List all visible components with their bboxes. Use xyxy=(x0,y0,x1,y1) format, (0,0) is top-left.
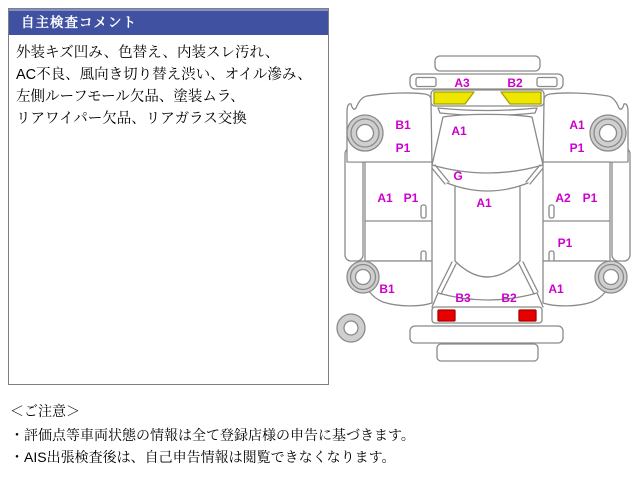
rocker-panel-right xyxy=(612,148,630,261)
vehicle-damage-diagram xyxy=(335,55,635,365)
damage-label-rf-fender-1: A1 xyxy=(569,118,585,132)
front-corner-lamp-right xyxy=(537,78,557,87)
notice-item: ・評価点等車両状態の情報は全て登録店様の申告に基づきます。 xyxy=(10,427,415,443)
damage-label-grille-right: B2 xyxy=(507,76,523,90)
comment-line: AC不良、風向き切り替え渋い、オイル滲み、 xyxy=(16,67,312,83)
self-inspection-comment-panel xyxy=(8,8,329,385)
damage-label-lr-quarter: B1 xyxy=(379,282,395,296)
damage-label-lf-fender-1: B1 xyxy=(395,118,411,132)
taillight-highlight-left xyxy=(438,310,455,321)
c-pillars xyxy=(437,262,538,294)
comment-line: 左側ルーフモール欠品、塗装ムラ、 xyxy=(16,89,245,105)
rear-window-arc xyxy=(455,261,520,277)
rear-bumper xyxy=(410,326,563,343)
hood xyxy=(432,114,543,173)
spare-wheel xyxy=(337,314,365,342)
front-right-wheel xyxy=(590,115,626,151)
door-handle xyxy=(421,205,426,218)
front-corner-lamp-left xyxy=(416,78,436,87)
damage-label-rf-door-2: P1 xyxy=(582,191,598,205)
panel-title: 自主検査コメント xyxy=(9,9,328,35)
damage-label-lf-door-1: A1 xyxy=(377,191,393,205)
front-left-wheel xyxy=(347,115,383,151)
rocker-panel-left xyxy=(345,148,363,261)
notice-heading: ＜ご注意＞ xyxy=(10,403,80,419)
front-bumper-top xyxy=(435,56,540,71)
comment-line: リアワイパー欠品、リアガラス交換 xyxy=(16,111,247,127)
comment-line: 外装キズ凹み、色替え、内装スレ汚れ、 xyxy=(16,45,280,61)
damage-label-lf-fender-2: P1 xyxy=(395,141,411,155)
damage-label-lf-door-2: P1 xyxy=(403,191,419,205)
damage-label-grille-left: A3 xyxy=(454,76,470,90)
windshield xyxy=(447,183,528,191)
damage-label-rr-door: P1 xyxy=(557,236,573,250)
notice-item: ・AIS出張検査後は、自己申告情報は閲覧できなくなります。 xyxy=(10,449,396,465)
taillight-highlight-right xyxy=(519,310,536,321)
door-handle xyxy=(549,205,554,218)
damage-label-hood: A1 xyxy=(451,124,467,138)
damage-label-rf-fender-2: P1 xyxy=(569,141,585,155)
damage-label-rear-right: B2 xyxy=(501,291,517,305)
notice-section xyxy=(10,400,415,468)
rear-bumper-lower xyxy=(437,344,538,361)
damage-label-rf-door-1: A2 xyxy=(555,191,571,205)
damage-label-rear-left: B3 xyxy=(455,291,471,305)
damage-label-rr-quarter: A1 xyxy=(548,282,564,296)
comment-text xyxy=(9,35,328,137)
rear-gate xyxy=(432,293,543,307)
damage-label-roof: A1 xyxy=(476,196,492,210)
rear-left-wheel xyxy=(347,261,379,293)
rear-right-wheel xyxy=(595,261,627,293)
damage-label-windshield: G xyxy=(453,169,463,183)
